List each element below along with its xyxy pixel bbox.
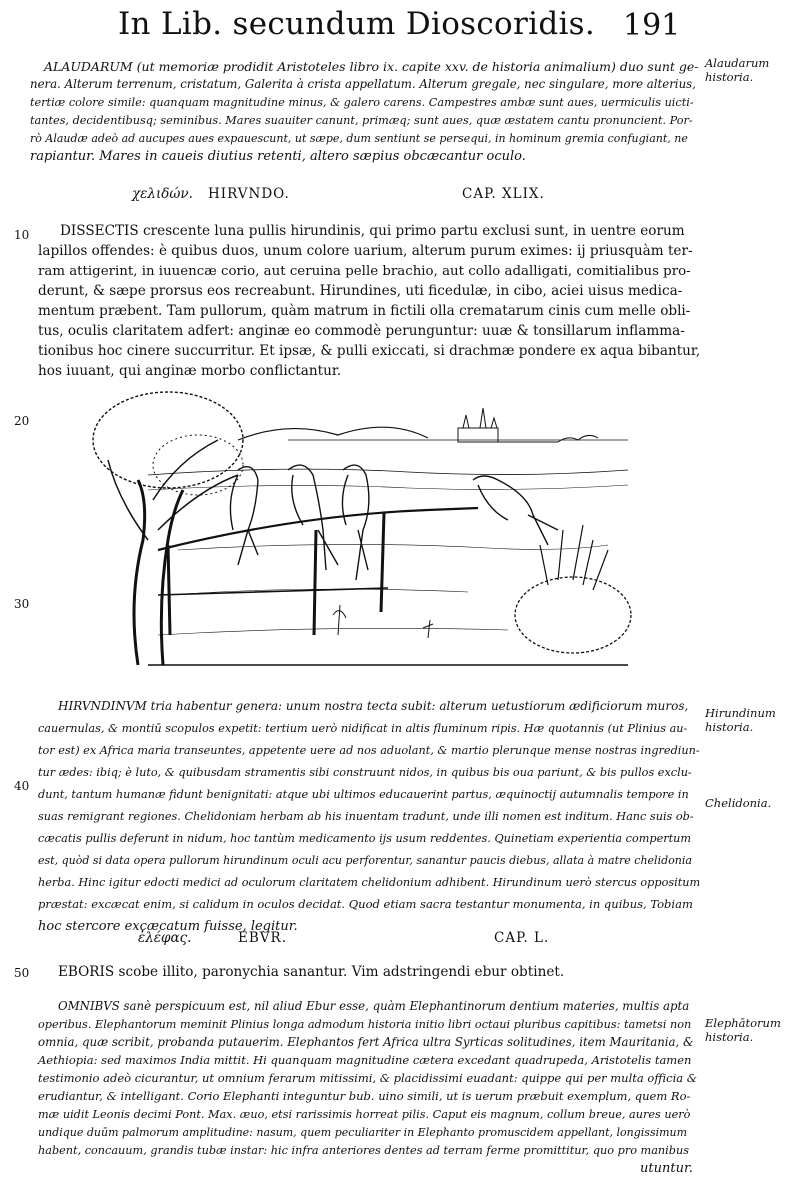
text-line: ram attigerint, in iuuencæ corio, aut ceruina pelle brachio, aut collo adalligati, comitialibus pro-: [38, 264, 691, 279]
text-line: lapillos offendes: è quibus duos, unum colore uarium, alterum purum eximes: ij priusquàm ter-: [38, 243, 693, 259]
text-line: EBORIS scobe illito, paronychia sanantur. Vim adstringendi ebur obtinet.: [58, 964, 565, 980]
text-line: mentum præbent. Tam pullorum, quàm matrum in fictili olla crematarum cinis cum melle obli-: [38, 303, 691, 319]
text-line: præstat: excæcat enim, si calidum in oculos decidat. Quod etiam sacra testantur monumenta, in quibus, Tobiam: [38, 897, 693, 911]
text-line: HIRVNDINVM tria habentur genera: unum nostra tecta subit: alterum uetustiorum ædificiorum muros,: [58, 699, 689, 713]
text-line: nera. Alterum terrenum, cristatum, Galerita à crista appellatum. Alterum gregale, nec singulare, more alterius,: [30, 77, 696, 91]
margin-note-chelidonia: Chelidonia.: [705, 796, 772, 810]
margin-note-elephant: Elephātorum historia.: [705, 1016, 781, 1044]
text-line: tur ædes: ibiq; è luto, & quibusdam stramentis sibi construunt nidos, in quibus bis oua pariunt, & bis pullos exclu-: [38, 766, 692, 779]
text-line: hoc stercore excæcatum fuisse, legitur.: [38, 919, 298, 934]
woodcut-swallows-illustration: [88, 380, 634, 672]
tree-icon: [93, 392, 243, 665]
text-line: dunt, tantum humanæ fidunt benignitati: atque ubi ultimos educauerint partus, æquinoctij autumnalis tempore in: [38, 788, 689, 801]
text-line: rapiantur. Mares in caueis diutius retenti, altero sæpius obcæcantur oculo.: [30, 149, 526, 164]
text-line: cauernulas, & montiū scopulos expetit: tertium uerò nidificat in altis fluminum ripis. Hæ quotannis (ut Plinius au-: [38, 722, 688, 735]
text-line: tionibus hoc cinere succurritur. Et ipsæ, & pulli exiccati, si drachmæ pondere ex aqua bibantur,: [38, 343, 701, 359]
section-title: EBVR.: [238, 930, 287, 946]
text-line: est, quòd si data opera pullorum hirundinum oculi acu perforentur, sanantur paucis diebus, allata à matre chelidonia: [38, 854, 692, 867]
margin-note-alauda: Alaudarum historia.: [705, 56, 770, 84]
text-line: tantes, decidentibusq; seminibus. Mares suauiter canunt, primæq; sunt aues, quæ æstatem cantu pronuncient. Por-: [30, 114, 693, 127]
fence-rail: [158, 508, 478, 550]
section-title: HIRVNDO.: [208, 186, 290, 202]
text-line: herba. Hinc igitur edocti medici ad oculorum claritatem chelidonium adhibent. Hirundinum uerò stercus oppositum: [38, 876, 701, 889]
text-line: habent, concauum, grandis tubæ instar: hic infra anteriores dentes ad terram ferme promittitur, quo pro manibus: [38, 1144, 689, 1157]
line-number: 40: [14, 779, 30, 793]
line-number: 50: [14, 966, 30, 980]
town-icon: [458, 408, 598, 442]
line-number: 30: [14, 597, 30, 611]
text-line: DISSECTIS crescente luna pullis hirundinis, qui primo partu exclusi sunt, in uentre eorum: [60, 223, 685, 239]
chapter-number: CAP. L.: [494, 930, 550, 946]
fence-posts: [168, 513, 384, 635]
text-line: erudiantur, & intelligant. Corio Elephanti integuntur bub. uino simili, ut is uerum præbuit exemplum, quem Ro-: [38, 1089, 691, 1103]
text-line: tertiæ colore simile: quanquam magnitudine minus, & galero carens. Campestres ambæ sunt aues, uermiculis uicti-: [30, 96, 694, 109]
line-number: 20: [14, 414, 30, 428]
page-number: 191: [623, 8, 681, 43]
text-line: ALAUDARUM (ut memoriæ prodidit Aristoteles libro ix. capite xxv. de historia animalium) duo sunt ge-: [44, 59, 699, 74]
text-line: tor est) ex Africa maria transeuntes, appetente uere ad nos aduolant, & martio plerunque mense nostras ingrediun-: [38, 744, 700, 757]
text-line: testimonio adeò cicurantur, ut omnium ferarum mitissimi, & placidissimi euadant: quippe qui per multa officia &: [38, 1071, 698, 1085]
hills-outline: [238, 427, 428, 440]
text-line: rò Alaudæ adeò ad aucupes aues expauescunt, ut sæpe, dum sentiunt se persequi, in hominum gremia confugiant, ne: [30, 132, 688, 145]
swallow-icon: [230, 465, 558, 580]
section-greek-title: χελιδών.: [132, 186, 193, 202]
text-line: cæcatis pullis deferunt in nidum, hoc tantùm medicamento ijs usum reddentes. Quinetiam experientia compertum: [38, 832, 692, 845]
section-greek-title: ἐλέφας.: [138, 930, 192, 946]
text-line: suas remigrant regiones. Chelidoniam herbam ab his inuentam tradunt, unde illi nomen est inditum. Hanc suis ob-: [38, 810, 694, 823]
text-line: hos iuuant, qui anginæ morbo conflictantur.: [38, 363, 342, 379]
text-line: tus, oculis claritatem adfert: anginæ eo commodè perunguntur: uuæ & tonsillarum inflamma-: [38, 323, 685, 339]
text-line: OMNIBVS sanè perspicuum est, nil aliud Ebur esse, quàm Elephantinorum dentium materies, multis apta: [58, 999, 690, 1013]
text-line: omnia, quæ scribit, probanda putauerim. Elephantos fert Africa ultra Syrticas solitudines, item Mauritania, &: [38, 1035, 694, 1049]
text-line: derunt, & sæpe prorsus eos recreabunt. Hirundines, uti ficedulæ, in cibo, aciei uisus medica-: [38, 283, 683, 299]
text-line: utuntur.: [640, 1161, 693, 1176]
page-title: In Lib. secundum Dioscoridis.: [118, 6, 596, 42]
text-line: mæ uidit Leonis decimi Pont. Max. æuo, etsi rarissimis horreat pilis. Caput eis magnum, collum breue, aures uerò: [38, 1108, 691, 1121]
bush-icon: [515, 525, 631, 653]
margin-note-hirundinum: Hirundinum historia.: [705, 706, 776, 734]
text-line: operibus. Elephantorum meminit Plinius longa admodum historia initio libri octaui pluribus capitibus: tametsi non: [38, 1018, 692, 1031]
line-number: 10: [14, 228, 30, 242]
chapter-number: CAP. XLIX.: [462, 186, 545, 202]
text-line: Aethiopia: sed maximos India mittit. Hi quanquam magnitudine cætera excedant quadrupeda, Aristotelis tamen: [38, 1053, 692, 1067]
text-line: undique duūm palmorum amplitudine: nasum, quem peculiariter in Elephanto promuscidem appellant, longissimum: [38, 1126, 688, 1139]
